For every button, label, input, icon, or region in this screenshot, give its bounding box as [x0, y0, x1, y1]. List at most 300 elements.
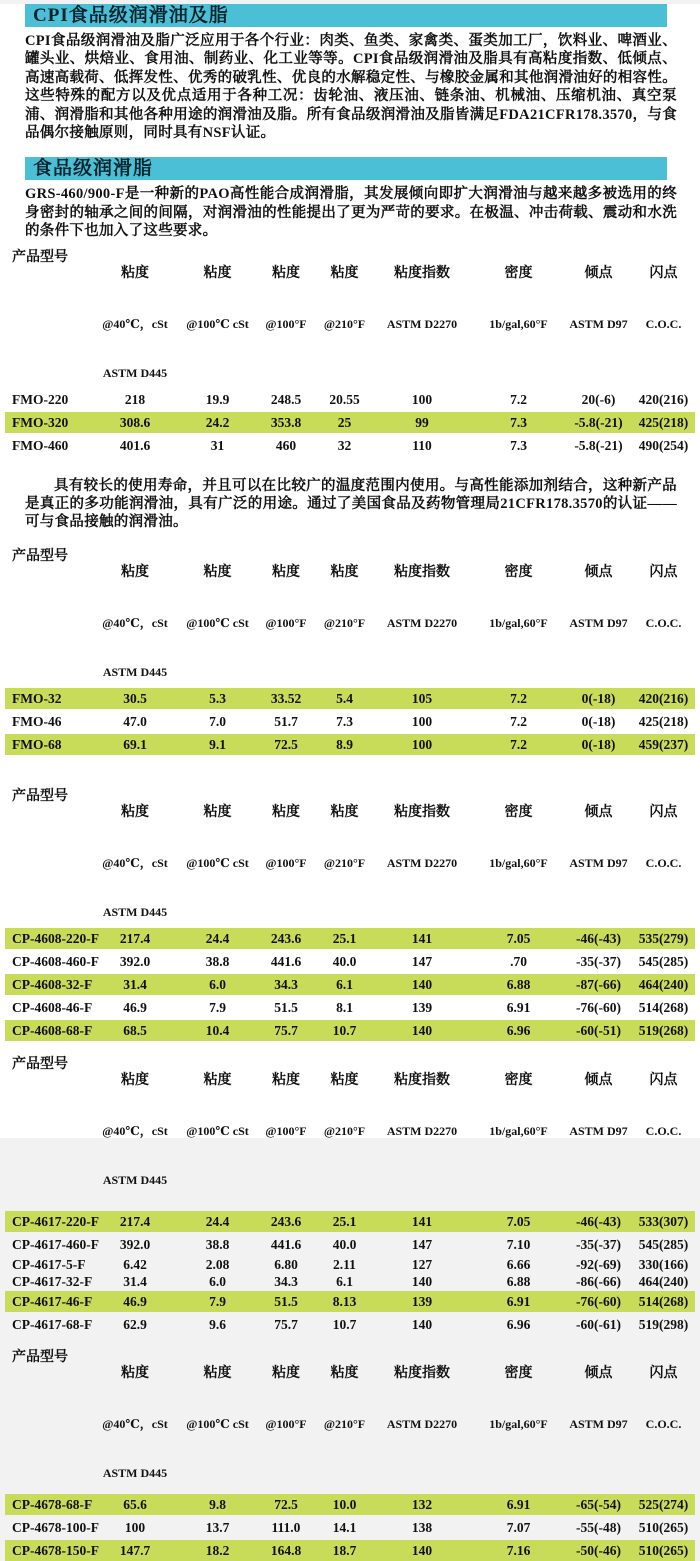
value-cell: -87(-66): [576, 976, 621, 992]
value-cell: 127: [411, 1256, 433, 1272]
column-subtitle: @210°F: [323, 615, 366, 630]
value-cell: 65.6: [123, 1496, 147, 1512]
product-model-cell: FMO-320: [12, 414, 69, 430]
fmo-description-paragraph: 具有较长的使用寿命，并且可以在比较广的温度范围内使用。与高性能添加剂结合，这种新产品是真正的多功能润滑油，具有广泛的用途。通过了美国食品及药物管理局21CFR178.3570的认证——可与食品接触的润滑油。: [25, 477, 677, 531]
column-subtitle: ASTM D2270: [386, 1123, 458, 1138]
column-subtitle: C.O.C.: [645, 316, 682, 331]
value-cell: 441.6: [270, 953, 302, 969]
product-model-cell: CP-4608-32-F: [12, 976, 93, 992]
value-cell: 139: [411, 1293, 433, 1309]
value-cell: 0(-18): [581, 690, 616, 706]
value-cell: 100: [411, 391, 433, 407]
value-cell: 25.1: [332, 930, 357, 946]
column-title: 粘度: [203, 564, 232, 580]
datasheet-page: [0, 4, 700, 1558]
value-cell: -65(-54): [576, 1496, 621, 1512]
column-title: 密度: [504, 564, 533, 580]
column-header: [372, 1349, 472, 1432]
value-cell: 51.5: [274, 999, 298, 1015]
column-title: 倾点: [584, 804, 613, 820]
column-title: 密度: [504, 265, 533, 281]
column-subtitle: ASTM D97: [569, 855, 628, 870]
value-cell: 5.3: [209, 690, 226, 706]
column-title: 密度: [504, 804, 533, 820]
column-subtitle: ASTM D2270: [386, 1416, 458, 1431]
column-header: [255, 788, 317, 871]
product-model-cell: FMO-68: [12, 736, 62, 752]
column-header: [90, 1349, 180, 1481]
column-header: [180, 1349, 255, 1432]
value-cell: 2.11: [333, 1256, 356, 1272]
column-title: 粘度: [121, 804, 149, 820]
value-cell: -60(-61): [576, 1316, 621, 1332]
column-subtitle: @40℃，cSt: [102, 1416, 168, 1431]
column-subtitle: @210°F: [323, 855, 366, 870]
value-cell: 147.7: [119, 1542, 151, 1558]
table-row: [5, 711, 695, 732]
value-cell: 20(-6): [581, 391, 616, 407]
column-subtitle: 1b/gal,60°F: [489, 316, 548, 331]
table-header-row: [5, 548, 695, 680]
grease-description-paragraph: GRS-460/900-F是一种新的PAO高性能合成润滑脂，其发展倾向即扩大润滑油与越来越多被选用的终身密封的轴承之间的间隔，对润滑油的性能提出了更为严苛的要求。在极温、冲击荷载、震动和水洗的条件下也加入了这些要求。: [25, 186, 677, 240]
value-cell: 420(216): [638, 391, 689, 407]
value-cell: 441.6: [270, 1236, 302, 1252]
product-model-cell: FMO-46: [12, 713, 62, 729]
value-cell: 7.2: [510, 713, 527, 729]
value-cell: 6.1: [336, 976, 353, 992]
column-header-product: 产品型号: [12, 249, 68, 265]
column-header: [632, 788, 695, 871]
product-model-cell: CP-4617-220-F: [12, 1213, 99, 1229]
column-subtitle: @100°F: [265, 1123, 307, 1138]
column-title: 闪点: [649, 265, 678, 281]
column-title: 粘度指数: [394, 804, 450, 820]
product-model-cell: CP-4608-46-F: [12, 999, 93, 1015]
product-model-cell: CP-4617-5-F: [12, 1256, 86, 1272]
value-cell: 10.7: [332, 1316, 357, 1332]
table-row: [5, 928, 695, 949]
value-cell: 18.7: [332, 1542, 357, 1558]
value-cell: .70: [510, 953, 527, 969]
table-rows: [5, 1211, 695, 1335]
value-cell: 519(298): [638, 1316, 689, 1332]
table-row: [5, 1540, 695, 1561]
value-cell: 6.1: [336, 1273, 353, 1289]
column-subtitle: @100℃ cSt: [186, 855, 249, 870]
column-header: [255, 548, 317, 631]
column-title: 闪点: [649, 804, 678, 820]
value-cell: 9.8: [209, 1496, 226, 1512]
column-subtitle: @100°F: [265, 855, 307, 870]
column-header: [90, 1056, 180, 1188]
value-cell: 132: [411, 1496, 433, 1512]
value-cell: -60(-51): [576, 1022, 621, 1038]
column-standard: ASTM D445: [102, 664, 168, 679]
value-cell: 514(268): [638, 999, 689, 1015]
value-cell: 141: [411, 930, 433, 946]
spec-table-cp-4617-series: [5, 1056, 695, 1335]
value-cell: 105: [411, 690, 433, 706]
value-cell: 6.42: [123, 1256, 147, 1272]
value-cell: 243.6: [270, 1213, 302, 1229]
value-cell: 6.0: [209, 976, 226, 992]
value-cell: 525(274): [638, 1496, 689, 1512]
value-cell: 147: [411, 953, 433, 969]
value-cell: 14.1: [332, 1519, 357, 1535]
column-subtitle: @100℃ cSt: [186, 1416, 249, 1431]
column-header: [317, 788, 372, 871]
value-cell: 32: [337, 437, 352, 453]
column-header: [180, 788, 255, 871]
value-cell: 51.7: [274, 713, 298, 729]
value-cell: 217.4: [119, 1213, 151, 1229]
table-header-row: [5, 1349, 695, 1481]
value-cell: 111.0: [271, 1519, 301, 1535]
value-cell: 140: [411, 976, 433, 992]
column-header: [565, 788, 632, 871]
column-subtitle: @100℃ cSt: [186, 316, 249, 331]
column-title: 倾点: [584, 564, 613, 580]
value-cell: 69.1: [123, 736, 147, 752]
value-cell: 6.91: [506, 999, 531, 1015]
column-header: [255, 1056, 317, 1139]
value-cell: 100: [124, 1519, 146, 1535]
value-cell: 7.2: [510, 391, 527, 407]
value-cell: 545(285): [638, 1236, 689, 1252]
column-standard: ASTM D445: [102, 1465, 168, 1480]
value-cell: 6.0: [209, 1273, 226, 1289]
column-subtitle: @40℃，cSt: [102, 316, 168, 331]
column-title: 粘度: [272, 1072, 300, 1088]
value-cell: 243.6: [270, 930, 302, 946]
section-banner-food-grade-oils: CPI食品级润滑油及脂: [25, 4, 667, 27]
value-cell: -92(-69): [576, 1256, 621, 1272]
value-cell: -76(-60): [576, 1293, 621, 1309]
column-header: [472, 548, 565, 631]
column-subtitle: C.O.C.: [645, 1416, 682, 1431]
value-cell: 7.3: [510, 437, 527, 453]
column-subtitle: @100°F: [265, 316, 307, 331]
column-subtitle: @100℃ cSt: [186, 615, 249, 630]
value-cell: 140: [411, 1022, 433, 1038]
column-title: 粘度指数: [394, 1365, 450, 1381]
column-header: [472, 1056, 565, 1139]
column-subtitle: @210°F: [323, 1123, 366, 1138]
value-cell: 6.80: [274, 1256, 298, 1272]
column-title: 粘度: [203, 1072, 232, 1088]
table-row: [5, 1494, 695, 1515]
column-header: [632, 1056, 695, 1139]
column-subtitle: C.O.C.: [645, 855, 682, 870]
value-cell: 6.96: [506, 1022, 531, 1038]
table-header-row: [5, 1056, 695, 1188]
value-cell: -35(-37): [576, 953, 621, 969]
column-header: [565, 1056, 632, 1139]
column-title: 粘度: [330, 564, 359, 580]
value-cell: 51.5: [274, 1293, 298, 1309]
column-title: 粘度指数: [394, 265, 450, 281]
value-cell: 514(268): [638, 1293, 689, 1309]
value-cell: 7.9: [209, 999, 226, 1015]
column-title: 粘度: [272, 265, 300, 281]
table-row: [5, 974, 695, 995]
column-subtitle: ASTM D2270: [386, 615, 458, 630]
value-cell: 19.9: [205, 391, 230, 407]
value-cell: 164.8: [270, 1542, 302, 1558]
column-header: [472, 1349, 565, 1432]
column-title: 闪点: [649, 1072, 678, 1088]
table-rows: [5, 688, 695, 755]
table-row: [5, 1257, 695, 1273]
value-cell: 392.0: [119, 953, 151, 969]
column-title: 倾点: [584, 265, 613, 281]
column-subtitle: ASTM D97: [569, 316, 628, 331]
spec-table-cp-4678-series: [5, 1349, 695, 1561]
value-cell: 8.9: [336, 736, 353, 752]
value-cell: 7.3: [510, 414, 527, 430]
table-rows: [5, 928, 695, 1041]
value-cell: 7.05: [506, 930, 531, 946]
column-header: [632, 249, 695, 332]
table-header-row: [5, 788, 695, 920]
value-cell: 138: [411, 1519, 433, 1535]
value-cell: 425(218): [638, 713, 689, 729]
value-cell: 248.5: [270, 391, 302, 407]
value-cell: 8.13: [332, 1293, 357, 1309]
value-cell: 33.52: [270, 690, 302, 706]
column-header: [255, 249, 317, 332]
column-subtitle: ASTM D97: [569, 615, 628, 630]
column-header: [632, 1349, 695, 1432]
column-title: 粘度: [121, 1365, 149, 1381]
value-cell: 2.08: [205, 1256, 230, 1272]
value-cell: 7.9: [209, 1293, 226, 1309]
table-row: [5, 435, 695, 456]
product-model-cell: CP-4678-100-F: [12, 1519, 99, 1535]
value-cell: 464(240): [638, 1273, 689, 1289]
product-model-cell: CP-4617-46-F: [12, 1293, 93, 1309]
value-cell: 140: [411, 1273, 433, 1289]
column-header: [255, 1349, 317, 1432]
column-subtitle: 1b/gal,60°F: [489, 1123, 548, 1138]
value-cell: 8.1: [336, 999, 353, 1015]
column-subtitle: ASTM D97: [569, 1123, 628, 1138]
value-cell: 0(-18): [581, 713, 616, 729]
value-cell: 459(237): [638, 736, 689, 752]
value-cell: 6.66: [506, 1256, 531, 1272]
value-cell: 38.8: [205, 953, 230, 969]
product-model-cell: CP-4608-460-F: [12, 953, 99, 969]
value-cell: 30.5: [123, 690, 147, 706]
value-cell: -86(-66): [576, 1273, 621, 1289]
column-header: [565, 548, 632, 631]
value-cell: -46(-43): [576, 930, 621, 946]
value-cell: 6.88: [506, 1273, 531, 1289]
column-subtitle: @100°F: [265, 615, 307, 630]
value-cell: 31.4: [123, 976, 147, 992]
column-title: 粘度: [272, 564, 300, 580]
table-row: [5, 412, 695, 433]
value-cell: 139: [411, 999, 433, 1015]
table-row: [5, 1291, 695, 1312]
value-cell: 7.10: [506, 1236, 531, 1252]
value-cell: 353.8: [270, 414, 302, 430]
value-cell: 31.4: [123, 1273, 147, 1289]
value-cell: 40.0: [332, 1236, 357, 1252]
value-cell: 9.1: [209, 736, 226, 752]
product-model-cell: FMO-220: [12, 391, 69, 407]
value-cell: 7.3: [336, 713, 353, 729]
value-cell: 25.1: [332, 1213, 357, 1229]
value-cell: 75.7: [274, 1316, 298, 1332]
column-title: 粘度: [330, 1365, 359, 1381]
column-standard: ASTM D445: [102, 365, 168, 380]
value-cell: 401.6: [119, 437, 151, 453]
value-cell: 6.91: [506, 1293, 531, 1309]
value-cell: 7.0: [209, 713, 226, 729]
product-model-cell: CP-4617-68-F: [12, 1316, 93, 1332]
column-header-product: 产品型号: [12, 548, 68, 564]
value-cell: 18.2: [205, 1542, 230, 1558]
column-header-product: 产品型号: [12, 788, 68, 804]
table-row: [5, 1211, 695, 1232]
column-header: [372, 249, 472, 332]
value-cell: 6.91: [506, 1496, 531, 1512]
column-header: [90, 788, 180, 920]
value-cell: 24.4: [205, 1213, 230, 1229]
value-cell: 10.4: [205, 1022, 230, 1038]
column-title: 粘度: [272, 804, 300, 820]
value-cell: 99: [415, 414, 429, 430]
value-cell: 100: [411, 736, 433, 752]
column-subtitle: @100°F: [265, 1416, 307, 1431]
table-row: [5, 1234, 695, 1255]
value-cell: 24.2: [205, 414, 230, 430]
value-cell: 62.9: [123, 1316, 147, 1332]
column-title: 粘度: [203, 1365, 232, 1381]
column-title: 倾点: [584, 1365, 613, 1381]
table-row: [5, 951, 695, 972]
value-cell: 38.8: [205, 1236, 230, 1252]
column-subtitle: 1b/gal,60°F: [489, 1416, 548, 1431]
value-cell: 72.5: [274, 736, 298, 752]
value-cell: -46(-43): [576, 1213, 621, 1229]
value-cell: 6.96: [506, 1316, 531, 1332]
product-model-cell: CP-4617-460-F: [12, 1236, 99, 1252]
value-cell: 533(307): [638, 1213, 689, 1229]
value-cell: 68.5: [123, 1022, 147, 1038]
column-subtitle: ASTM D2270: [386, 316, 458, 331]
value-cell: 7.2: [510, 690, 527, 706]
column-title: 倾点: [584, 1072, 613, 1088]
column-header: [90, 548, 180, 680]
column-title: 密度: [504, 1365, 533, 1381]
column-header: [372, 1056, 472, 1139]
value-cell: 40.0: [332, 953, 357, 969]
value-cell: -50(-46): [576, 1542, 621, 1558]
value-cell: 425(218): [638, 414, 689, 430]
table-row: [5, 389, 695, 410]
value-cell: 13.7: [205, 1519, 230, 1535]
table-rows: [5, 389, 695, 456]
value-cell: 510(265): [638, 1519, 689, 1535]
column-subtitle: @210°F: [323, 1416, 366, 1431]
column-header: [472, 788, 565, 871]
intro-paragraph: CPI食品级润滑油及脂广泛应用于各个行业：肉类、鱼类、家禽类、蛋类加工厂，饮料业、啤酒业、罐头业、烘焙业、食用油、制药业、化工业等等。CPI食品级润滑油及脂具有高粘度指数、低倾点、高速高载荷、低挥发性、优秀的破乳性、优良的水解稳定性、与橡胶金属和其他润滑油好的相容性。这些特殊的配方以及优点适用于各种工况：齿轮油、液压油、链条油、机械油、压缩机油、真空泵浦、润滑脂和其他各种用途的润滑油及脂。所有食品级润滑油及脂皆满足FDA21CFR178.3570，与食品偶尔接触原则，同时具有NSF认证。: [25, 33, 677, 142]
value-cell: 7.16: [506, 1542, 531, 1558]
product-model-cell: CP-4608-220-F: [12, 930, 99, 946]
column-title: 粘度: [203, 804, 232, 820]
value-cell: 9.6: [209, 1316, 226, 1332]
section-banner-food-grade-grease: 食品级润滑脂: [25, 157, 667, 180]
value-cell: 34.3: [274, 1273, 298, 1289]
table-row: [5, 1314, 695, 1335]
value-cell: 140: [411, 1316, 433, 1332]
spec-table-fmo-low-viscosity: [5, 548, 695, 755]
column-title: 闪点: [649, 564, 678, 580]
value-cell: 10.0: [332, 1496, 357, 1512]
product-model-cell: CP-4678-68-F: [12, 1496, 93, 1512]
column-title: 闪点: [649, 1365, 678, 1381]
column-title: 粘度: [203, 265, 232, 281]
column-header: [472, 249, 565, 332]
value-cell: 20.55: [329, 391, 360, 407]
product-model-cell: CP-4617-32-F: [12, 1273, 93, 1289]
product-model-cell: FMO-32: [12, 690, 62, 706]
value-cell: 34.3: [274, 976, 298, 992]
value-cell: 308.6: [119, 414, 151, 430]
value-cell: 510(265): [638, 1542, 689, 1558]
product-model-cell: CP-4608-68-F: [12, 1022, 93, 1038]
value-cell: 25: [337, 414, 352, 430]
column-subtitle: ASTM D2270: [386, 855, 458, 870]
column-subtitle: 1b/gal,60°F: [489, 855, 548, 870]
column-header: [632, 548, 695, 631]
spec-table-fmo-high-viscosity: [5, 249, 695, 456]
column-subtitle: C.O.C.: [645, 1123, 682, 1138]
value-cell: 7.07: [506, 1519, 531, 1535]
column-title: 粘度指数: [394, 1072, 450, 1088]
column-header: [565, 1349, 632, 1432]
value-cell: 7.2: [510, 736, 527, 752]
value-cell: -5.8(-21): [574, 414, 623, 430]
table-header-row: [5, 249, 695, 381]
value-cell: 46.9: [123, 999, 147, 1015]
column-subtitle: @100℃ cSt: [186, 1123, 249, 1138]
value-cell: 545(285): [638, 953, 689, 969]
column-header: [180, 249, 255, 332]
value-cell: 75.7: [274, 1022, 298, 1038]
column-subtitle: C.O.C.: [645, 615, 682, 630]
value-cell: -76(-60): [576, 999, 621, 1015]
column-subtitle: ASTM D97: [569, 1416, 628, 1431]
value-cell: 24.4: [205, 930, 230, 946]
value-cell: 6.88: [506, 976, 531, 992]
column-title: 粘度: [272, 1365, 300, 1381]
column-subtitle: @40℃，cSt: [102, 855, 168, 870]
column-header: [317, 1349, 372, 1432]
column-header: [90, 249, 180, 381]
value-cell: 0(-18): [581, 736, 616, 752]
column-subtitle: @210°F: [323, 316, 366, 331]
value-cell: 5.4: [336, 690, 353, 706]
column-standard: ASTM D445: [102, 904, 168, 919]
value-cell: 392.0: [119, 1236, 151, 1252]
column-header-product: 产品型号: [12, 1056, 68, 1072]
value-cell: 141: [411, 1213, 433, 1229]
column-subtitle: 1b/gal,60°F: [489, 615, 548, 630]
value-cell: 31: [210, 437, 225, 453]
